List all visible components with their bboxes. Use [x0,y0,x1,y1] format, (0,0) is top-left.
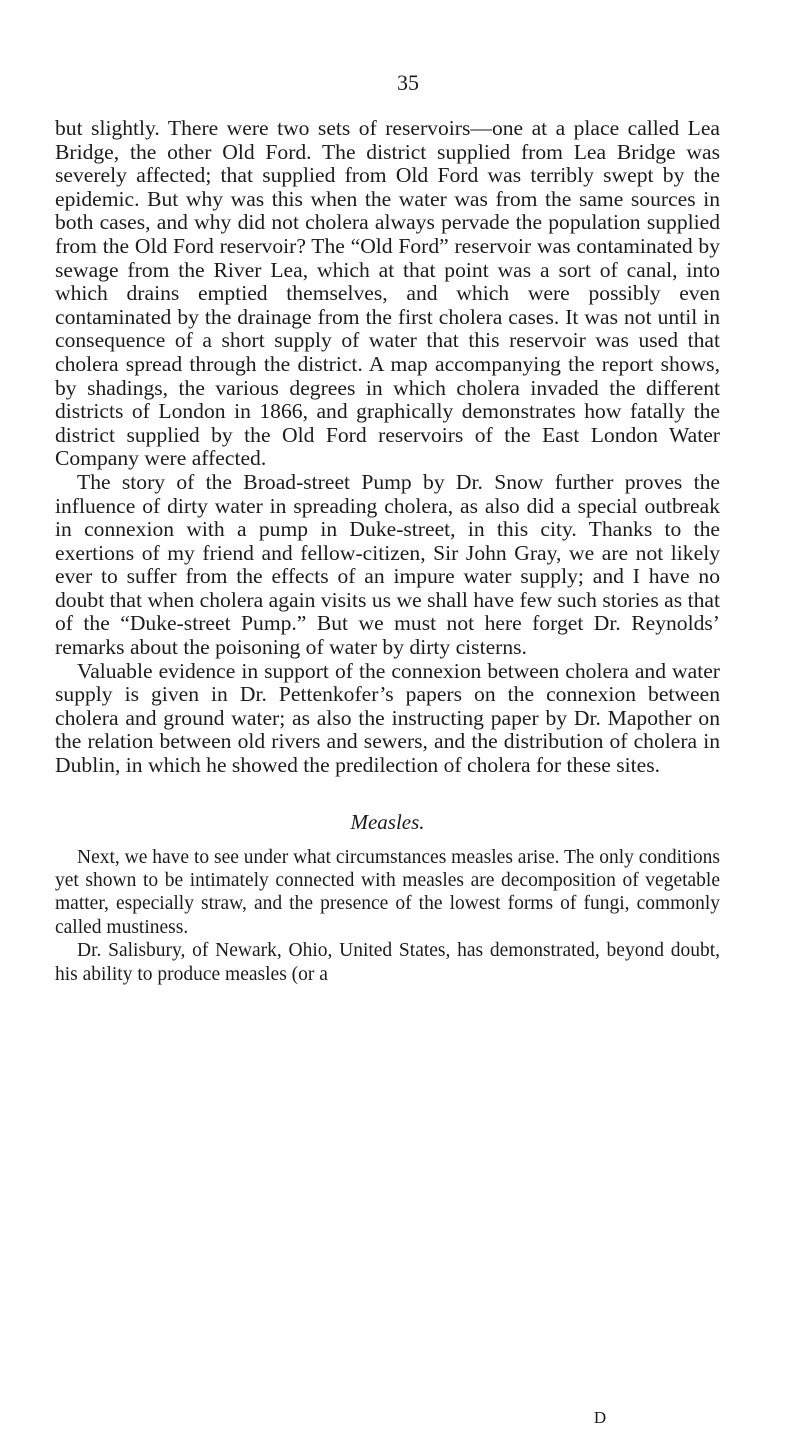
page-number: 35 [397,70,419,95]
paragraph-measles-conditions: Next, we have to see under what circumstances measles arise. The only conditions yet shown to be intimately connected with measles are decomposition of vegetable matter, especially straw, and the presence of the lowest forms of fungi, commonly called mustiness. [55,846,720,938]
paragraph-dr-salisbury: Dr. Salisbury, of Newark, Ohio, United States, has demonstrated, beyond doubt, his ability to produce measles (or a [55,940,720,985]
paragraph-reservoirs: but slightly. There were two sets of reservoirs—one at a place called Lea Bridge, the other Old Ford. The district supplied from Lea Bridge was severely affected; that supplied from Old Ford was terribly swept by the epidemic. But why was this when the water was from the same sources in both cases, and why did not cholera always pervade the population supplied from the Old Ford reservoir? The “Old Ford” reservoir was contaminated by sewage from the River Lea, which at that point was a sort of canal, into which drains emptied themselves, and which were possibly even contaminated by the drainage from the first cholera cases. It was not until in consequence of a short supply of water that this reservoir was used that cholera spread through the district. A map accompanying the report shows, by shadings, the various degrees in which cholera invaded the different districts of London in 1866, and graphically demonstrates how fatally the district supplied by the Old Ford reservoirs of the East London Water Company were affected. [55,116,720,471]
section-heading-measles: Measles. [350,809,425,834]
page-body [55,117,720,986]
paragraph-broad-street-pump: The story of the Broad-street Pump by Dr. Snow further proves the influence of dirty water in spreading cholera, as also did a special outbreak in connexion with a pump in Duke-street, in this city. Thanks to the exertions of my friend and fellow-citizen, Sir John Gray, we are not likely ever to suffer from the effects of an impure water supply; and I have no doubt that when cholera again visits us we shall have few such stories as that of the “Duke-street Pump.” But we must not here forget Dr. Reynolds’ remarks about the poisoning of water by dirty cisterns. [55,469,720,660]
paragraph-valuable-evidence: Valuable evidence in support of the connexion between cholera and water supply is given in Dr. Pettenkofer’s papers on the connexion between cholera and ground water; as also the instructing paper by Dr. Mapother on the relation between old rivers and sewers, and the distribution of cholera in Dublin, in which he showed the predilection of cholera for these sites. [55,658,720,778]
signature-mark: D [593,1408,607,1427]
